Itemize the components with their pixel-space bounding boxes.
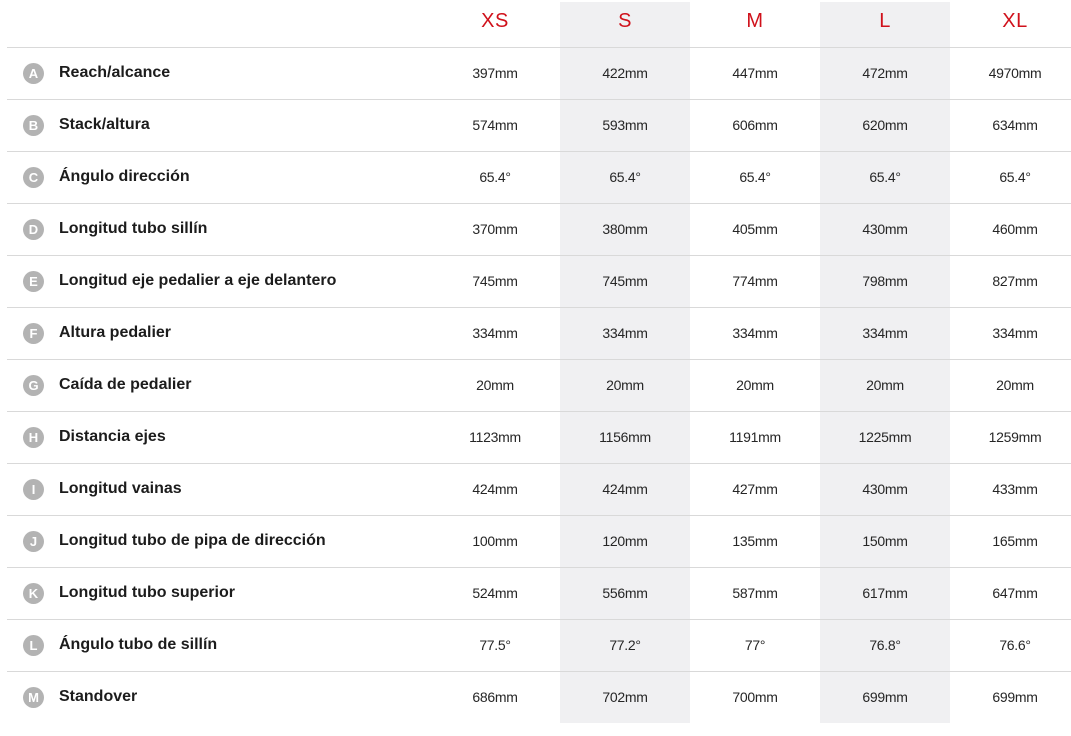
value-cell: 334mm: [732, 325, 778, 341]
measure-letter-badge: F: [23, 323, 44, 344]
value-cell: 524mm: [472, 585, 518, 601]
value-cell: 77.5°: [479, 637, 511, 653]
value-cell: 593mm: [602, 117, 648, 133]
value-cell: 65.4°: [869, 169, 901, 185]
table-row: [7, 256, 1071, 308]
value-cell: 405mm: [732, 221, 778, 237]
size-header-xs: XS: [481, 10, 509, 32]
measure-letter-badge: I: [23, 479, 44, 500]
size-header-row: [7, 0, 1071, 48]
value-cell: 334mm: [992, 325, 1038, 341]
value-cell: 77.2°: [609, 637, 641, 653]
value-cell: 1191mm: [729, 429, 781, 445]
measure-letter-badge: B: [23, 115, 44, 136]
value-cell: 397mm: [472, 65, 518, 81]
table-row: [7, 308, 1071, 360]
value-cell: 76.8°: [869, 637, 901, 653]
value-cell: 745mm: [602, 273, 648, 289]
value-cell: 65.4°: [479, 169, 511, 185]
size-header-m: M: [746, 10, 764, 32]
measure-label: Longitud eje pedalier a eje delantero: [59, 272, 337, 289]
value-cell: 1225mm: [858, 429, 912, 445]
table-row: [7, 464, 1071, 516]
table-row: [7, 620, 1071, 672]
value-cell: 430mm: [862, 481, 908, 497]
value-cell: 430mm: [862, 221, 908, 237]
value-cell: 1123mm: [469, 429, 521, 445]
value-cell: 334mm: [602, 325, 648, 341]
measure-label: Standover: [59, 688, 138, 705]
measure-letter-badge: E: [23, 271, 44, 292]
value-cell: 620mm: [862, 117, 908, 133]
table-row: [7, 412, 1071, 464]
geometry-table: [7, 0, 1071, 726]
value-cell: 424mm: [472, 481, 518, 497]
measure-label: Caída de pedalier: [59, 376, 192, 393]
table-row: [7, 204, 1071, 256]
value-cell: 20mm: [606, 377, 644, 393]
value-cell: 745mm: [472, 273, 518, 289]
measure-letter-badge: J: [23, 531, 44, 552]
measure-label: Ángulo dirección: [59, 168, 190, 185]
value-cell: 647mm: [992, 585, 1038, 601]
value-cell: 447mm: [732, 65, 778, 81]
size-header-l: L: [879, 10, 891, 32]
value-cell: 20mm: [996, 377, 1034, 393]
value-cell: 686mm: [472, 689, 518, 705]
table-row: [7, 672, 1071, 726]
value-cell: 65.4°: [739, 169, 771, 185]
value-cell: 20mm: [476, 377, 514, 393]
value-cell: 472mm: [862, 65, 908, 81]
measure-letter-badge: G: [23, 375, 44, 396]
value-cell: 427mm: [732, 481, 778, 497]
measure-letter-badge: C: [23, 167, 44, 188]
value-cell: 20mm: [736, 377, 774, 393]
value-cell: 699mm: [862, 689, 908, 705]
value-cell: 424mm: [602, 481, 648, 497]
value-cell: 606mm: [732, 117, 778, 133]
value-cell: 334mm: [472, 325, 518, 341]
measure-letter-badge: L: [23, 635, 44, 656]
value-cell: 587mm: [732, 585, 778, 601]
measure-letter-badge: M: [23, 687, 44, 708]
value-cell: 574mm: [472, 117, 518, 133]
value-cell: 135mm: [732, 533, 778, 549]
value-cell: 798mm: [862, 273, 908, 289]
value-cell: 380mm: [602, 221, 648, 237]
measure-label: Longitud vainas: [59, 480, 182, 497]
value-cell: 370mm: [472, 221, 518, 237]
measure-label: Ángulo tubo de sillín: [59, 636, 218, 653]
value-cell: 460mm: [992, 221, 1038, 237]
value-cell: 702mm: [602, 689, 648, 705]
value-cell: 774mm: [732, 273, 778, 289]
value-cell: 422mm: [602, 65, 648, 81]
value-cell: 76.6°: [999, 637, 1031, 653]
value-cell: 20mm: [866, 377, 904, 393]
value-cell: 433mm: [992, 481, 1038, 497]
measure-label: Longitud tubo sillín: [59, 220, 208, 237]
value-cell: 334mm: [862, 325, 908, 341]
size-header-xl: XL: [1002, 10, 1028, 32]
table-row: [7, 568, 1071, 620]
table-row: [7, 516, 1071, 568]
table-row: [7, 360, 1071, 412]
value-cell: 617mm: [862, 585, 908, 601]
size-header-s: S: [618, 10, 632, 32]
measure-label: Longitud tubo superior: [59, 584, 235, 601]
value-cell: 150mm: [862, 533, 908, 549]
measure-label: Distancia ejes: [59, 428, 166, 445]
value-cell: 1156mm: [599, 429, 651, 445]
measure-label: Altura pedalier: [59, 324, 172, 341]
table-row: [7, 152, 1071, 204]
value-cell: 120mm: [602, 533, 648, 549]
value-cell: 65.4°: [999, 169, 1031, 185]
measure-label: Longitud tubo de pipa de dirección: [59, 532, 326, 549]
value-cell: 700mm: [732, 689, 778, 705]
measure-letter-badge: D: [23, 219, 44, 240]
table-row: [7, 100, 1071, 152]
table-row: [7, 48, 1071, 100]
measure-letter-badge: K: [23, 583, 44, 604]
value-cell: 827mm: [992, 273, 1038, 289]
value-cell: 77°: [744, 637, 766, 653]
value-cell: 634mm: [992, 117, 1038, 133]
measure-letter-badge: A: [23, 63, 44, 84]
measure-letter-badge: H: [23, 427, 44, 448]
value-cell: 699mm: [992, 689, 1038, 705]
value-cell: 165mm: [992, 533, 1038, 549]
value-cell: 100mm: [472, 533, 518, 549]
value-cell: 556mm: [602, 585, 648, 601]
measure-label: Reach/alcance: [59, 64, 171, 81]
value-cell: 65.4°: [609, 169, 641, 185]
value-cell: 1259mm: [988, 429, 1042, 445]
measure-label: Stack/altura: [59, 116, 150, 133]
value-cell: 4970mm: [988, 65, 1042, 81]
